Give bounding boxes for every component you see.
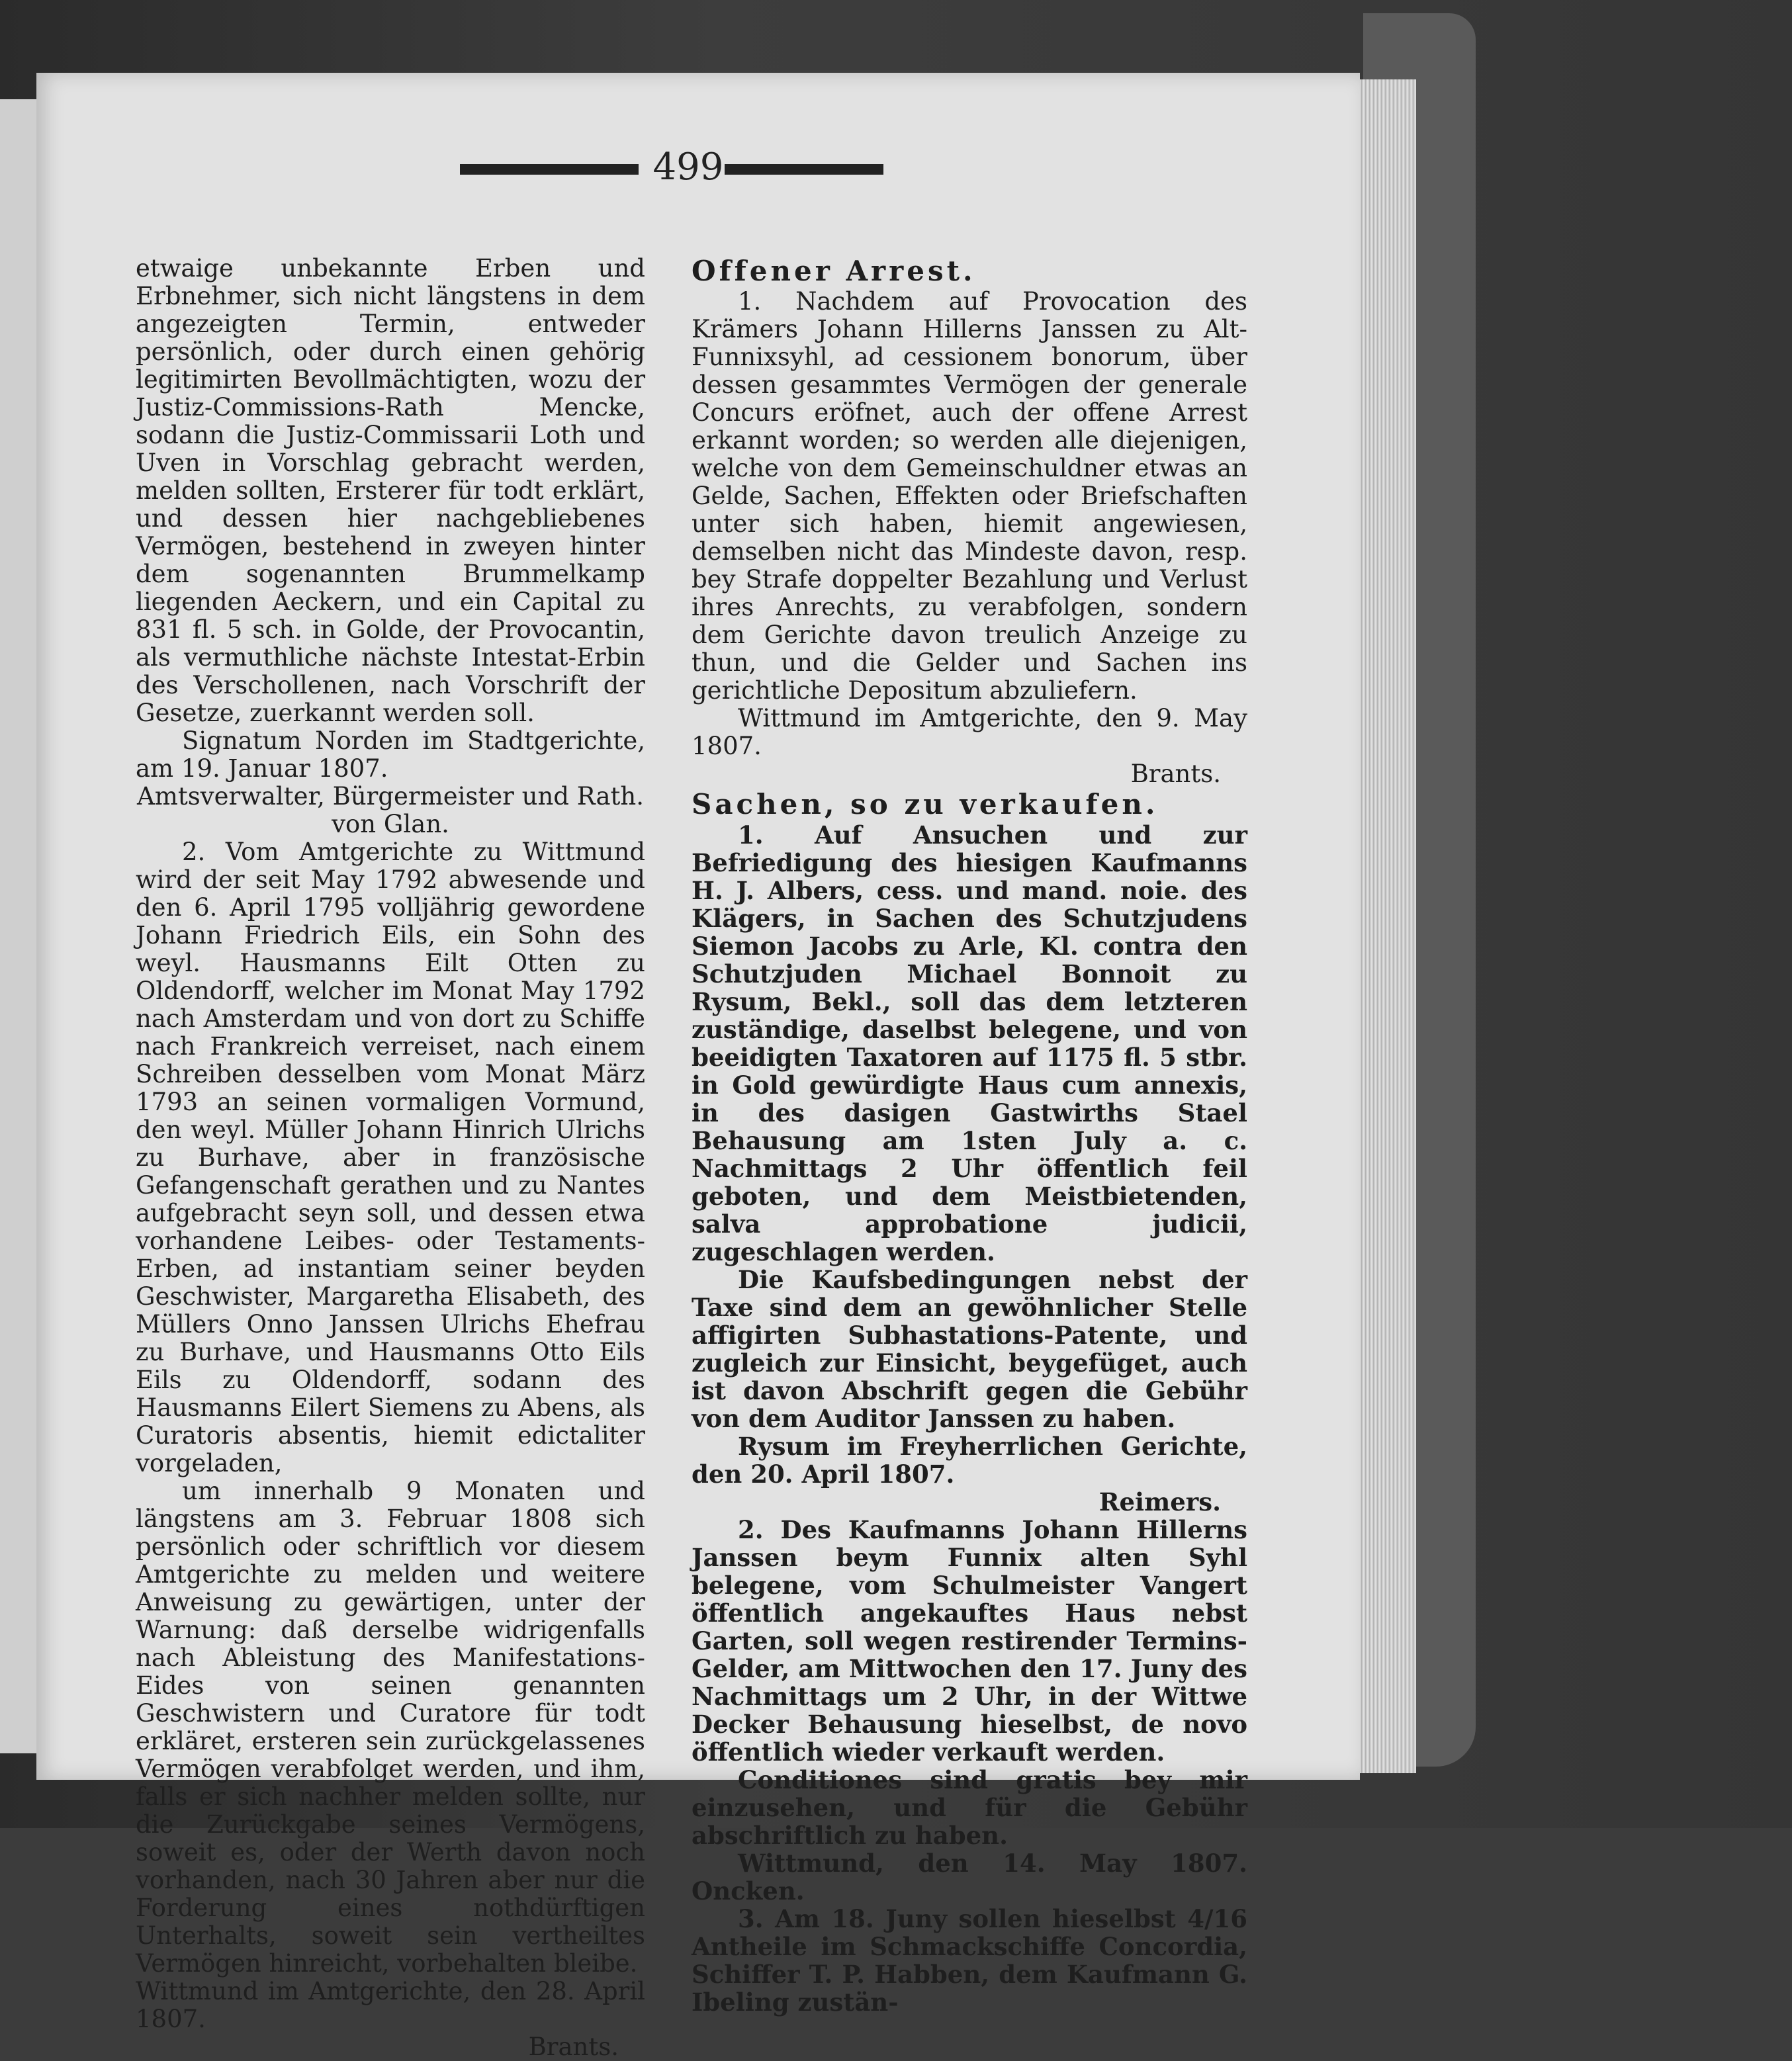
signer-name-2: Brants. [528,2033,619,2061]
sale-notice-2-conditions: Conditiones sind gratis bey mir einzusehen, und für die Gebühr abschriftlich zu haben. [692,1765,1247,1850]
arrest-dateline: Wittmund im Amtgerichte, den 9. May 1807. [692,704,1247,760]
ornamental-rule-right [725,164,883,175]
authority-line: Amtsverwalter, Bürgermeister und Rath. [137,782,644,811]
signer-name: von Glan. [332,810,449,838]
dateline-text: Wittmund, den 14. May 1807. [738,1849,1247,1878]
sale-notice-1: 1. Auf Ansuchen und zur Befriedigung des hiesigen Kaufmanns H. J. Albers, cess. und mand. noie. des Klägers, in Sachen des Schutzjudens Siemon Jacobs zu Arle, Kl. contra den Schutzjuden Michael Bonnoit zu Rysum, Bekl., soll das dem letzteren zuständige, daselbst belegene, und von beeidigten Taxatoren auf 1175 fl. 5 stbr. in Gold gewürdigte Haus cum annexis, in des dasigen Gastwirths Stael Behausung am 1sten July a. c. Nachmittags 2 Uhr öffentlich feil geboten, und dem Meistbietenden, salva approbatione judicii, zugeschlagen werden. [692,820,1247,1266]
left-column [136,255,645,2061]
sale-notice-1-conditions: Die Kaufsbedingungen nebst der Taxe sind dem an gewöhnlicher Stelle affigirten Subhastations-Patente, und zugleich zur Einsicht, beygefüget, auch ist davon Abschrift gegen die Gebühr von dem Auditor Janssen zu haben. [692,1265,1247,1433]
sale-notice-3: 3. Am 18. Juny sollen hieselbst 4/16 Antheile im Schmackschiffe Concordia, Schiffer T. P. Habben, dem Kaufmann G. Ibeling zustän- [692,1904,1247,2017]
book-page [36,73,1360,2061]
dateline: Wittmund im Amtgerichte, den 28. April 1807. [136,1977,645,2033]
notice-2-paragraph: 2. Vom Amtgerichte zu Wittmund wird der seit May 1792 abwesende und den 6. April 1795 volljährig gewordene Johann Friedrich Eils, ein Sohn des weyl. Hausmanns Eilt Otten zu Oldendorff, welcher im Monat May 1792 nach Amsterdam und von dort zu Schiffe nach Frankreich verreiset, nach einem Schreiben desselben vom Monat März 1793 an seinen vormaligen Vormund, den weyl. Müller Johann Hinrich Ulrichs zu Burhave, aber in französische Gefangenschaft gerathen und zu Nantes aufgebracht seyn soll, und dessen etwa vorhandene Leibes- oder Testaments-Erben, ad instantiam seiner beyden Geschwister, Margaretha Elisabeth, des Müllers Onno Janssen Ulrichs Ehefrau zu Burhave, und Hausmanns Otto Eils Eils zu Oldendorff, sodann des Hausmanns Eilert Siemens zu Abens, als Curatoris absentis, hiemit edictaliter vorgeladen, [136,838,645,1477]
arrest-signer: Brants. [1130,760,1221,788]
section-heading-sales: Sachen, so zu verkaufen. [692,788,1159,820]
paragraph-continued: etwaige unbekannte Erben und Erbnehmer, sich nicht längstens in dem angezeigten Termin, entweder persönlich, oder durch einen gehörig legitimirten Bevollmächtigten, wozu der Justiz-Commissions-Rath Mencke, sodann die Justiz-Commissarii Loth und Uven in Vorschlag gebracht werden, melden sollten, Ersterer für todt erklärt, und dessen hier nachgebliebenes Vermögen, bestehend in zweyen hinter dem sogenannten Brummelkamp liegenden Aeckern, und ein Capital zu 831 fl. 5 sch. in Golde, der Provocantin, als vermuthliche nächste Intestat-Erbin des Verschollenen, nach Vorschrift der Gesetze, zuerkannt werden soll. [136,254,645,727]
page-edges [1350,79,1416,1773]
running-head [460,146,883,198]
arrest-notice: 1. Nachdem auf Provocation des Krämers Johann Hillerns Janssen zu Alt-Funnixsyhl, ad cessionem bonorum, über dessen gesammtes Vermögen der generale Concurs eröfnet, auch der offene Arrest erkannt worden; so werden alle diejenigen, welche von dem Gemeinschuldner etwas an Gelde, Sachen, Effekten oder Briefschaften unter sich haben, hiemit angewiesen, demselben nicht das Mindeste davon, resp. bey Strafe doppelter Bezahlung und Verlust ihres Anrechts, zu verabfolgen, sondern dem Gerichte davon treulich Anzeige zu thun, und die Gelder und Sachen ins gerichtliche Depositum abzuliefern. [692,287,1247,705]
right-column [692,255,1247,2016]
page-number: 499 [652,146,724,189]
ornamental-rule-left [460,164,639,175]
facing-page-edge [0,99,36,1753]
sale-notice-1-signer: Reimers. [1098,1487,1221,1516]
sale-notice-2-dateline [692,1849,1247,1905]
notice-2-summons: um innerhalb 9 Monaten und längstens am 3. Februar 1808 sich persönlich oder schriftlich vor diesem Amtgerichte zu melden und weitere Anweisung zu gewärtigen, unter der Warnung: daß derselbe widrigenfalls nach Ableistung des Manifestations-Eides von seinen genannten Geschwistern und Curatore für todt erkläret, ersteren sein zurückgelassenes Vermögen verabfolget werden, und ihm, falls er sich nachher melden sollte, nur die Zurückgabe seines Vermögens, soweit es, oder der Werth davon noch vorhanden, nach 30 Jahren aber nur die Forderung eines nothdürftigen Unterhalts, soweit sein vertheiltes Vermögen hinreicht, vorbehalten bleibe. [136,1477,645,1978]
section-heading-arrest: Offener Arrest. [692,255,976,287]
sale-notice-1-dateline: Rysum im Freyherrlichen Gerichte, den 20. April 1807. [692,1432,1247,1489]
sale-notice-2: 2. Des Kaufmanns Johann Hillerns Janssen beym Funnix alten Syhl belegene, vom Schulmeister Vangert öffentlich angekauftes Haus nebst Garten, soll wegen restirender Termins-Gelder, am Mittwochen den 17. Juny des Nachmittags um 2 Uhr, in der Wittwe Decker Behausung hieselbst, de novo öffentlich wieder verkauft werden. [692,1515,1247,1767]
sale-notice-2-signer: Oncken. [692,1876,805,1906]
signatum-line: Signatum Norden im Stadtgerichte, am 19. Januar 1807. [136,726,645,783]
